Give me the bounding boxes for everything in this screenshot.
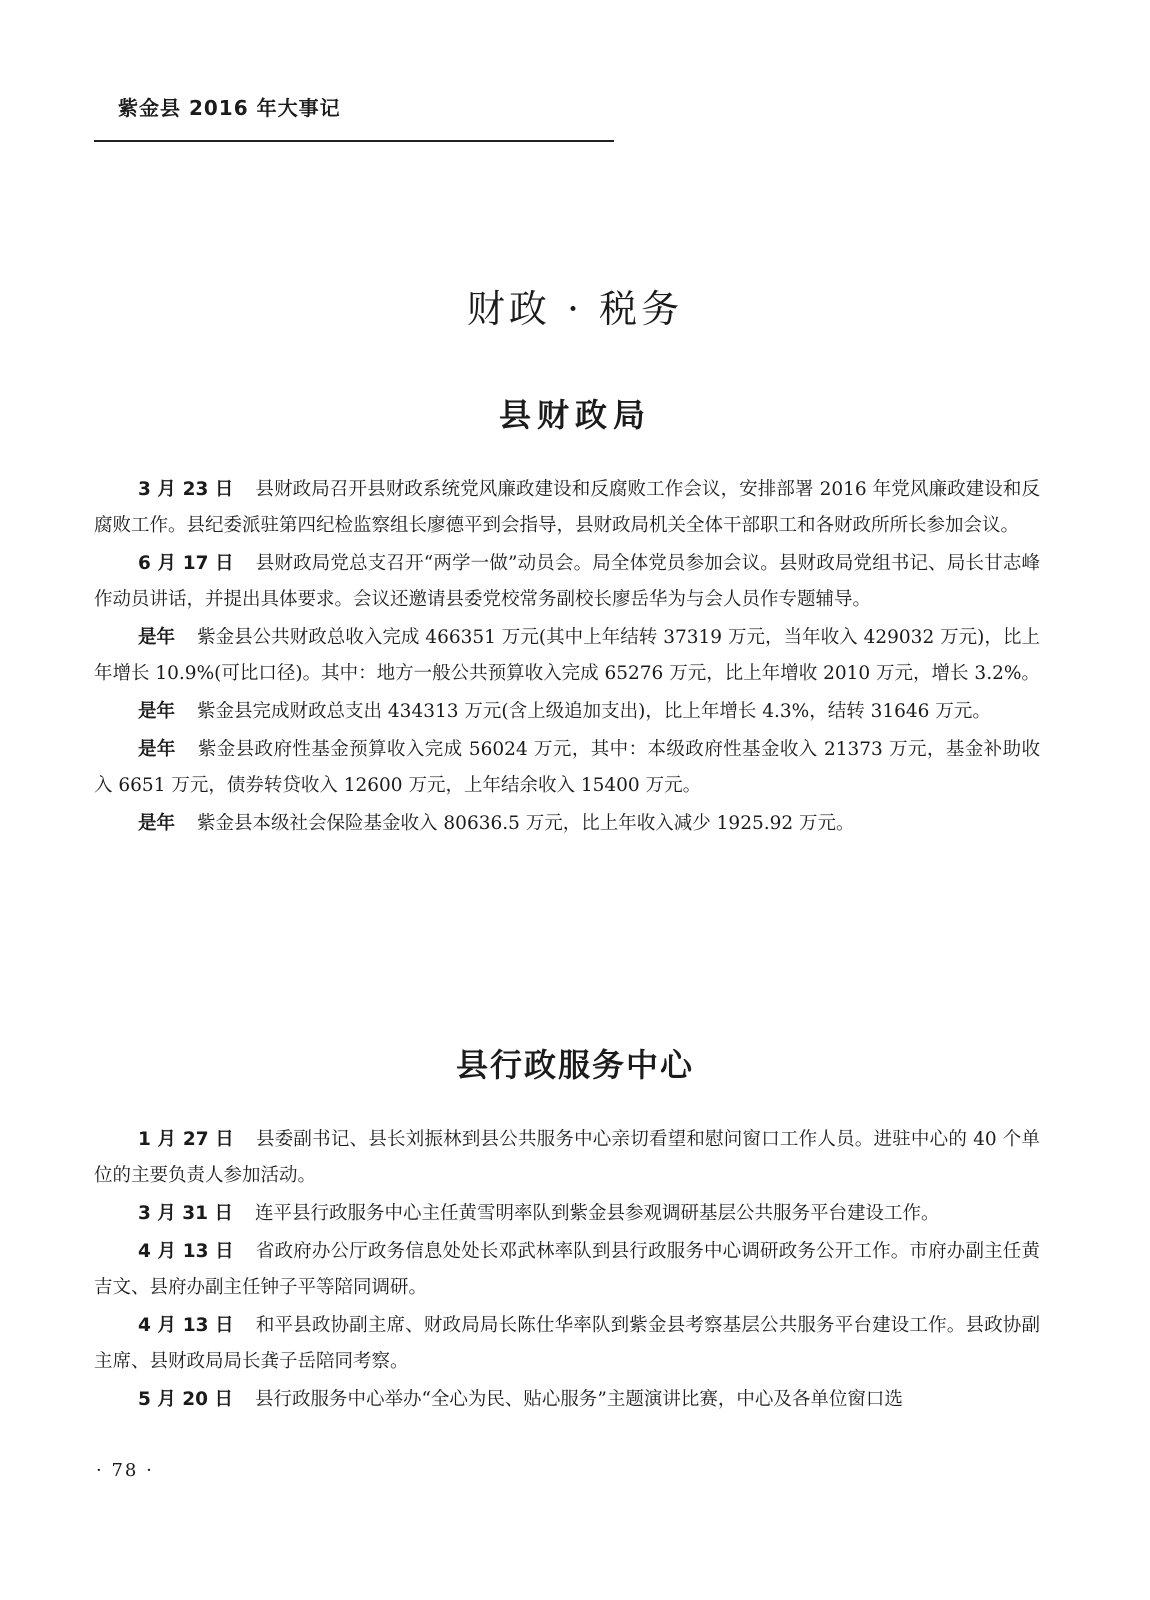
subhead-finance-bureau: 县财政局 xyxy=(498,396,651,434)
entry-text: 省政府办公厅政务信息处处长邓武林率队到县行政服务中心调研政务公开工作。市府办副主任黄吉文、县府办副主任钟子平等陪同调研。 xyxy=(94,1241,1040,1298)
entry-date: 4 月 13 日 xyxy=(138,1241,234,1262)
entry-text: 县行政服务中心举办“全心为民、贴心服务”主题演讲比赛，中心及各单位窗口选 xyxy=(254,1389,903,1410)
finance-bureau-entries xyxy=(94,472,1040,844)
entry-text: 紫金县政府性基金预算收入完成 56024 万元，其中：本级政府性基金收入 21373 万元，基金补助收入 6651 万元，债券转贷收入 12600 万元，上年结余收入 15400 万元。 xyxy=(94,739,1040,796)
entry-paragraph xyxy=(94,1196,1040,1232)
section-title: 财政 · 税务 xyxy=(466,287,684,331)
entry-date: 是年 xyxy=(138,701,176,722)
entry-paragraph xyxy=(94,546,1040,618)
entry-paragraph xyxy=(94,806,1040,842)
subhead-admin-service-center: 县行政服务中心 xyxy=(455,1046,694,1084)
entry-date: 是年 xyxy=(138,627,176,648)
entry-text: 紫金县公共财政总收入完成 466351 万元(其中上年结转 37319 万元，当年收入 429032 万元)，比上年增长 10.9%(可比口径)。其中：地方一般公共预算收入完成 65276 万元，比上年增收 2010 万元，增长 3.2%。 xyxy=(94,627,1040,684)
entry-text: 和平县政协副主席、财政局局长陈仕华率队到紫金县考察基层公共服务平台建设工作。县政协副主席、县财政局局长龚子岳陪同考察。 xyxy=(94,1315,1040,1372)
entry-paragraph xyxy=(94,1234,1040,1306)
entry-date: 1 月 27 日 xyxy=(138,1129,234,1150)
entry-date: 4 月 13 日 xyxy=(138,1315,234,1336)
entry-paragraph xyxy=(94,1382,1040,1418)
admin-service-center-entries xyxy=(94,1122,1040,1420)
entry-date: 3 月 31 日 xyxy=(138,1203,233,1224)
entry-date: 是年 xyxy=(138,739,176,760)
entry-paragraph xyxy=(94,472,1040,544)
entry-text: 县委副书记、县长刘振林到县公共服务中心亲切看望和慰问窗口工作人员。进驻中心的 40 个单位的主要负责人参加活动。 xyxy=(94,1129,1040,1186)
entry-paragraph xyxy=(94,1308,1040,1380)
page-number: · 78 · xyxy=(96,1460,154,1481)
entry-text: 连平县行政服务中心主任黄雪明率队到紫金县参观调研基层公共服务平台建设工作。 xyxy=(254,1203,940,1224)
entry-text: 紫金县完成财政总支出 434313 万元(含上级追加支出)，比上年增长 4.3%，结转 31646 万元。 xyxy=(197,701,991,722)
entry-date: 6 月 17 日 xyxy=(138,553,234,574)
entry-text: 县财政局党总支召开“两学一做”动员会。局全体党员参加会议。县财政局党组书记、局长甘志峰作动员讲话，并提出具体要求。会议还邀请县委党校常务副校长廖岳华为与会人员作专题辅导。 xyxy=(94,553,1040,610)
entry-paragraph xyxy=(94,1122,1040,1194)
running-head: 紫金县 2016 年大事记 xyxy=(118,96,341,120)
entry-date: 是年 xyxy=(138,813,176,834)
entry-text: 县财政局召开县财政系统党风廉政建设和反腐败工作会议，安排部署 2016 年党风廉政建设和反腐败工作。县纪委派驻第四纪检监察组长廖德平到会指导，县财政局机关全体干部职工和各财政所所长参加会议。 xyxy=(94,479,1040,536)
entry-paragraph xyxy=(94,694,1040,730)
header-rule xyxy=(94,140,614,142)
entry-paragraph xyxy=(94,732,1040,804)
entry-date: 3 月 23 日 xyxy=(138,479,234,500)
entry-paragraph xyxy=(94,620,1040,692)
entry-date: 5 月 20 日 xyxy=(138,1389,233,1410)
entry-text: 紫金县本级社会保险基金收入 80636.5 万元，比上年收入减少 1925.92 万元。 xyxy=(197,813,855,834)
